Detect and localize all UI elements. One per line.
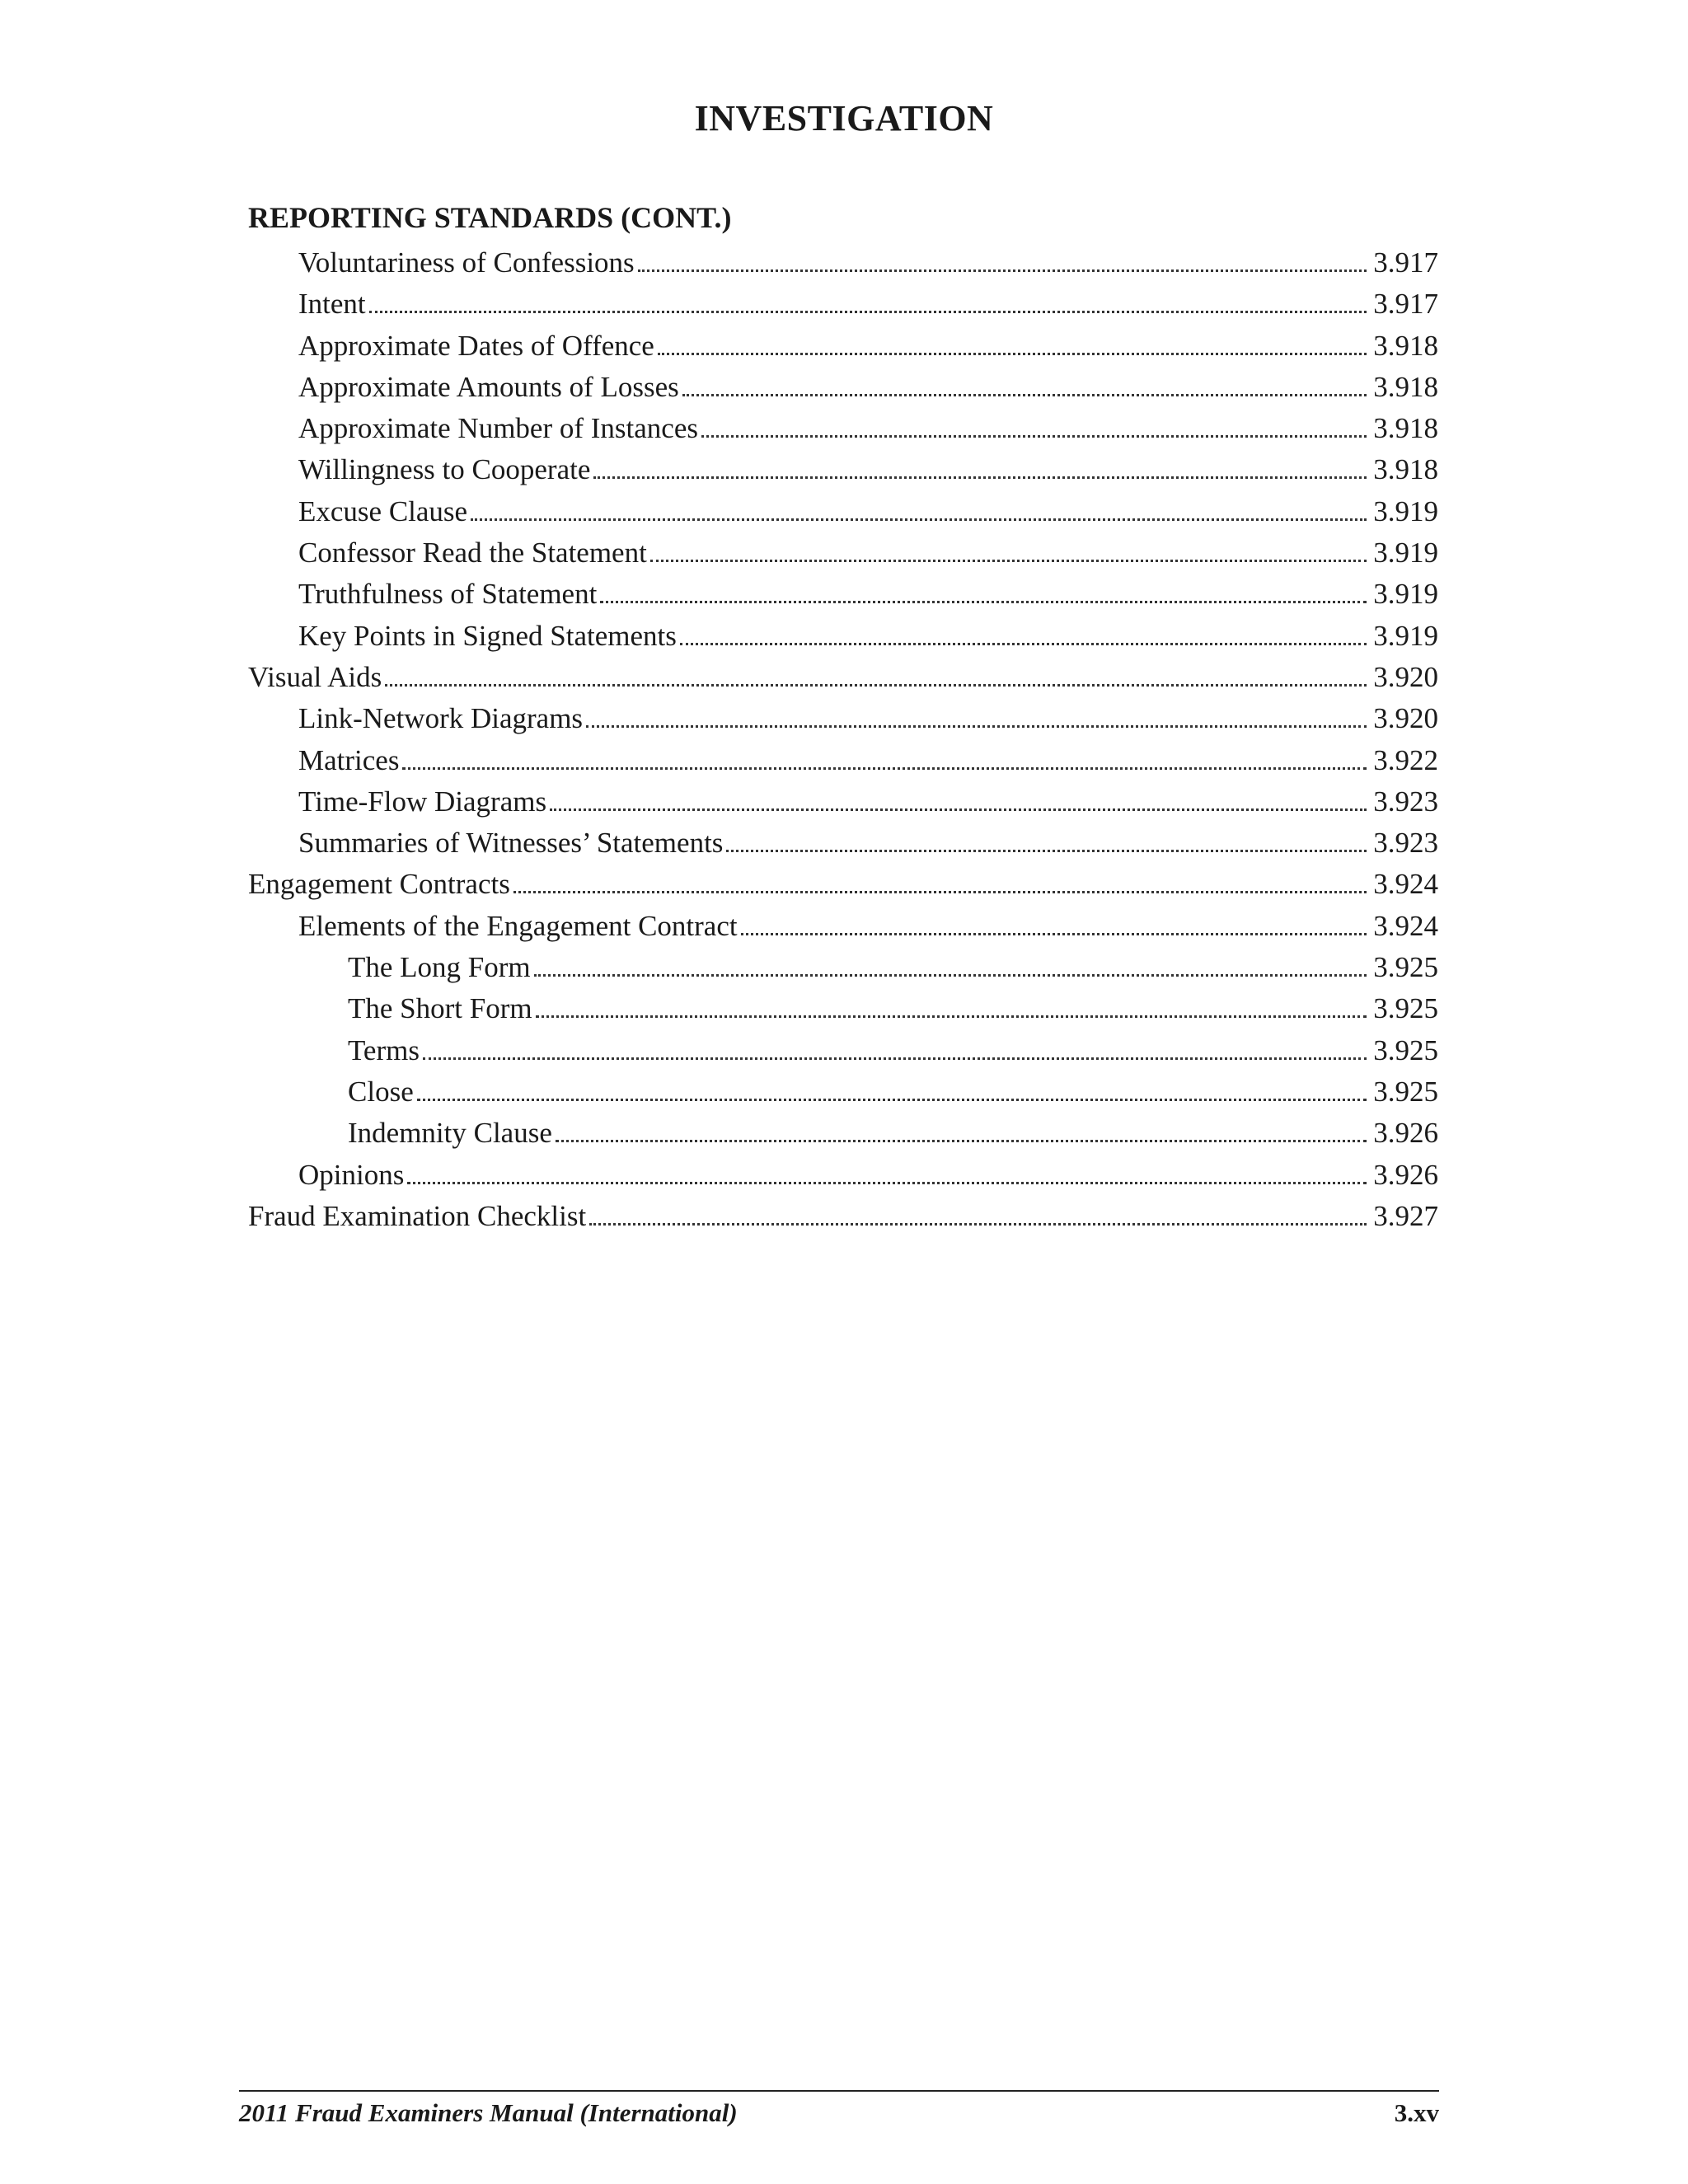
toc-entry-page: 3.925 <box>1373 1075 1438 1108</box>
toc-dot-leader <box>471 518 1367 521</box>
footer-page-number: 3.xv <box>1394 2098 1439 2127</box>
toc-entry <box>248 698 1438 739</box>
toc-dot-leader <box>513 891 1367 893</box>
toc-entry-label: Approximate Number of Instances <box>298 412 698 445</box>
toc-dot-leader <box>385 684 1367 687</box>
footer-divider <box>239 2090 1439 2092</box>
toc-entry-page: 3.919 <box>1373 619 1438 652</box>
toc-entry <box>248 242 1438 284</box>
toc-entry <box>248 326 1438 367</box>
toc-entry-page: 3.923 <box>1373 785 1438 818</box>
toc-entry-label: Voluntariness of Confessions <box>298 246 635 279</box>
toc-dot-leader <box>682 394 1367 396</box>
toc-entry-label: Fraud Examination Checklist <box>248 1199 587 1232</box>
toc-entry-label: Confessor Read the Statement <box>298 537 647 569</box>
toc-entry <box>248 1155 1438 1196</box>
section-heading: REPORTING STANDARDS (CONT.) <box>248 201 732 234</box>
toc-entry-page: 3.922 <box>1373 743 1438 776</box>
toc-entry <box>248 1113 1438 1154</box>
toc-entry-label: Intent <box>298 288 366 321</box>
toc-entry-page: 3.920 <box>1373 702 1438 735</box>
toc-entry-page: 3.920 <box>1373 660 1438 693</box>
toc-entry <box>248 1196 1438 1237</box>
toc-dot-leader <box>423 1057 1367 1060</box>
toc-entry-label: Approximate Dates of Offence <box>298 329 654 362</box>
toc-entry-label: Visual Aids <box>248 660 382 693</box>
toc-dot-leader <box>680 643 1367 645</box>
toc-entry <box>248 616 1438 657</box>
toc-dot-leader <box>369 311 1367 313</box>
toc-entry-label: Excuse Clause <box>298 494 468 527</box>
toc-entry <box>248 284 1438 325</box>
toc-entry-page: 3.917 <box>1373 246 1438 279</box>
toc-entry <box>248 574 1438 615</box>
toc-entry-label: Indemnity Clause <box>348 1117 552 1150</box>
toc-entry-label: Approximate Amounts of Losses <box>298 370 679 403</box>
toc-dot-leader <box>402 767 1367 770</box>
toc-entry-label: Terms <box>348 1033 420 1066</box>
toc-dot-leader <box>638 269 1367 272</box>
toc-entry <box>248 1071 1438 1113</box>
toc-dot-leader <box>701 435 1367 438</box>
toc-entry <box>248 449 1438 490</box>
toc-dot-leader <box>586 725 1367 728</box>
page-title: INVESTIGATION <box>694 98 994 138</box>
toc-dot-leader <box>658 353 1367 355</box>
toc-dot-leader <box>407 1182 1367 1184</box>
toc-entry-label: Time-Flow Diagrams <box>298 785 547 818</box>
toc-entry <box>248 1030 1438 1071</box>
toc-dot-leader <box>593 476 1367 479</box>
toc-dot-leader <box>726 850 1367 852</box>
toc-entry-label: Matrices <box>298 743 400 776</box>
toc-entry-label: Key Points in Signed Statements <box>298 619 677 652</box>
toc-entry-page: 3.925 <box>1373 992 1438 1025</box>
toc-entry <box>248 947 1438 988</box>
toc-dot-leader <box>417 1099 1367 1101</box>
toc-entry <box>248 491 1438 532</box>
toc-entry-label: Engagement Contracts <box>248 868 510 901</box>
toc-entry-page: 3.926 <box>1373 1117 1438 1150</box>
toc-entry-label: Willingness to Cooperate <box>298 453 591 486</box>
toc-entry <box>248 367 1438 408</box>
table-of-contents <box>248 242 1438 1237</box>
toc-dot-leader <box>556 1140 1367 1142</box>
toc-entry-label: The Long Form <box>348 951 531 984</box>
toc-entry-label: Close <box>348 1075 414 1108</box>
toc-entry <box>248 657 1438 698</box>
toc-entry-page: 3.919 <box>1373 578 1438 611</box>
toc-entry-label: The Short Form <box>348 992 532 1025</box>
toc-dot-leader <box>550 808 1367 811</box>
toc-dot-leader <box>650 560 1367 562</box>
toc-entry-label: Elements of the Engagement Contract <box>298 909 738 942</box>
toc-entry-page: 3.925 <box>1373 951 1438 984</box>
toc-entry-page: 3.923 <box>1373 827 1438 860</box>
footer-manual-title: 2011 Fraud Examiners Manual (International) <box>239 2098 738 2127</box>
toc-entry <box>248 864 1438 905</box>
toc-entry-label: Truthfulness of Statement <box>298 578 598 611</box>
toc-entry-page: 3.919 <box>1373 494 1438 527</box>
toc-entry-page: 3.927 <box>1373 1199 1438 1232</box>
toc-entry-label: Summaries of Witnesses’ Statements <box>298 827 724 860</box>
toc-entry-page: 3.925 <box>1373 1033 1438 1066</box>
toc-entry <box>248 532 1438 574</box>
toc-entry-label: Opinions <box>298 1158 405 1191</box>
toc-dot-leader <box>536 1015 1367 1018</box>
toc-entry-page: 3.918 <box>1373 412 1438 445</box>
toc-dot-leader <box>534 974 1367 977</box>
toc-entry <box>248 906 1438 947</box>
toc-entry <box>248 408 1438 449</box>
toc-dot-leader <box>741 933 1367 935</box>
toc-entry <box>248 740 1438 781</box>
toc-entry <box>248 988 1438 1029</box>
toc-entry-page: 3.924 <box>1373 909 1438 942</box>
toc-entry <box>248 823 1438 864</box>
toc-entry-page: 3.919 <box>1373 537 1438 569</box>
toc-entry <box>248 781 1438 823</box>
toc-entry-page: 3.918 <box>1373 370 1438 403</box>
toc-entry-page: 3.924 <box>1373 868 1438 901</box>
toc-entry-page: 3.918 <box>1373 329 1438 362</box>
toc-entry-page: 3.917 <box>1373 288 1438 321</box>
toc-dot-leader <box>589 1223 1367 1226</box>
toc-entry-page: 3.926 <box>1373 1158 1438 1191</box>
toc-dot-leader <box>600 601 1367 603</box>
toc-entry-label: Link-Network Diagrams <box>298 702 584 735</box>
toc-entry-page: 3.918 <box>1373 453 1438 486</box>
